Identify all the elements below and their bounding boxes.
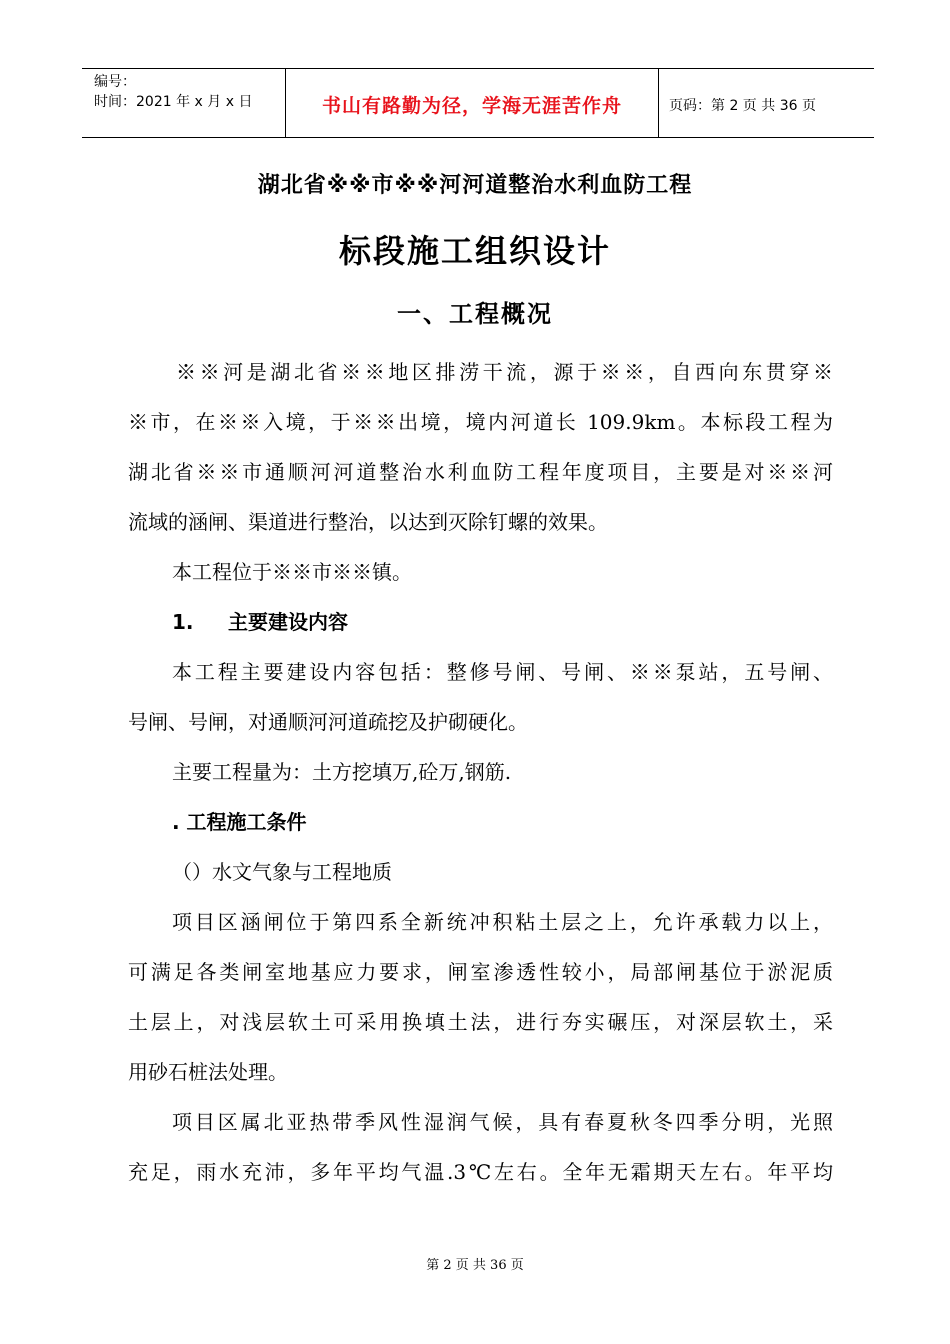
document-title: 标段施工组织设计 (338, 232, 611, 270)
paragraph-1-line-4: 流域的涵闸、渠道进行整治，以达到灭除钉螺的效果。 (128, 510, 608, 534)
header-table (82, 68, 874, 138)
subheading-1-number: 1. (172, 610, 194, 634)
paragraph-3-line-1: 本工程主要建设内容包括：整修号闸、号闸、※※泵站，五号闸、 (172, 660, 833, 684)
paragraph-4: 主要工程量为：土方挖填万,砼万,钢筋. (172, 760, 512, 784)
section-heading: 一、工程概况 (397, 300, 553, 328)
subheading-3: （）水文气象与工程地质 (172, 860, 392, 884)
motto: 书山有路勤为径，学海无涯苦作舟 (321, 95, 622, 117)
header-middle-cell (286, 69, 659, 137)
header-right-cell (659, 69, 874, 137)
page-footer: 第 2 页 共 36 页 (426, 1258, 524, 1273)
page-label: 页码：第 2 页 共 36 页 (669, 98, 816, 114)
paragraph-5-line-2: 可满足各类闸室地基应力要求，闸室渗透性较小，局部闸基位于淤泥质 (128, 960, 833, 984)
header-left-cell (82, 69, 286, 137)
paragraph-1-line-3: 湖北省※※市通顺河河道整治水利血防工程年度项目，主要是对※※河 (128, 460, 833, 484)
subheading-2: . 工程施工条件 (172, 810, 307, 834)
paragraph-2: 本工程位于※※市※※镇。 (172, 560, 412, 584)
paragraph-5-line-3: 土层上，对浅层软土可采用换填土法，进行夯实碾压，对深层软土，采 (128, 1010, 833, 1034)
project-title: 湖北省※※市※※河河道整治水利血防工程 (257, 173, 693, 198)
paragraph-5-line-1: 项目区涵闸位于第四系全新统冲积粘土层之上，允许承载力以上， (172, 910, 833, 934)
paragraph-6-line-1: 项目区属北亚热带季风性湿润气候，具有春夏秋冬四季分明，光照 (172, 1110, 833, 1134)
subheading-1-text: 主要建设内容 (228, 610, 348, 634)
number-label: 编号： (94, 74, 136, 90)
paragraph-5-line-4: 用砂石桩法处理。 (128, 1060, 288, 1084)
paragraph-1-line-2: ※市，在※※入境，于※※出境，境内河道长 109.9km。本标段工程为 (128, 410, 833, 434)
paragraph-3-line-2: 号闸、号闸，对通顺河河道疏挖及护砌硬化。 (128, 710, 528, 734)
paragraph-6-line-2: 充足，雨水充沛，多年平均气温.3℃左右。全年无霜期天左右。年平均 (128, 1160, 833, 1184)
paragraph-1-line-1: ※※河是湖北省※※地区排涝干流，源于※※，自西向东贯穿※ (176, 360, 833, 384)
time-label: 时间：2021 年 x 月 x 日 (94, 94, 253, 110)
